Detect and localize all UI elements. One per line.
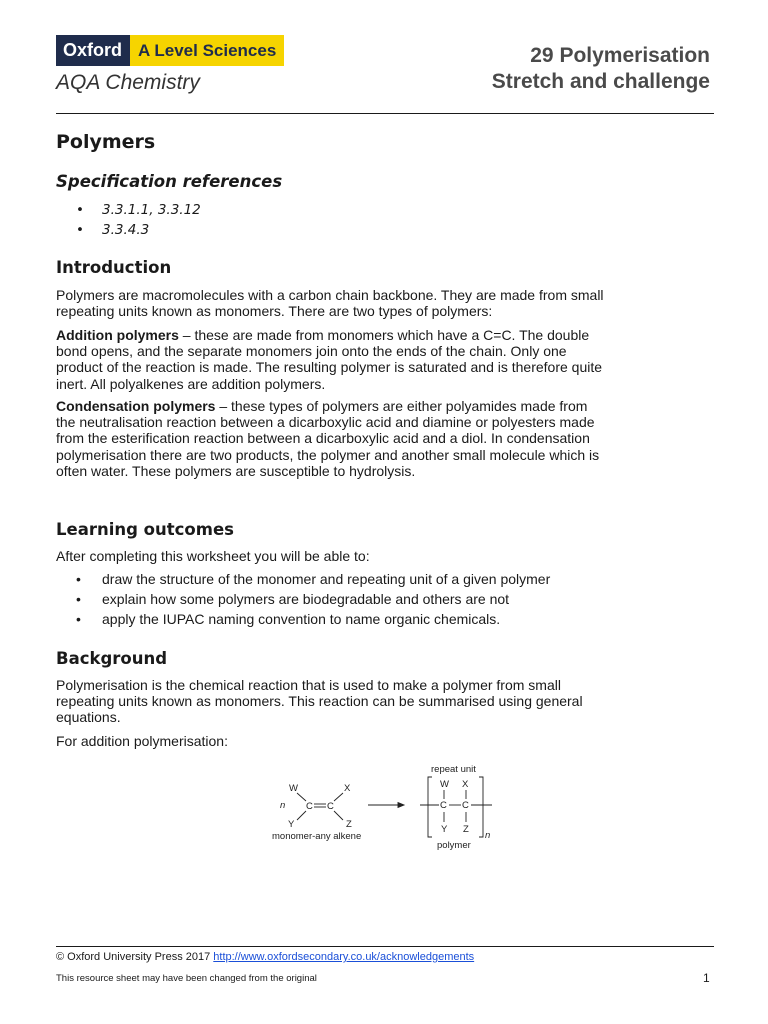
- footer-divider: [56, 946, 714, 947]
- list-item: • 3.3.1.1, 3.3.12: [76, 202, 201, 218]
- bond-w-c: [297, 793, 306, 801]
- chapter-line-2: Stretch and challenge: [491, 70, 710, 93]
- logo-series: A Level Sciences: [130, 35, 284, 66]
- list-item: • draw the structure of the monomer and repeating unit of a given polymer: [76, 571, 551, 587]
- condensation-term: Condensation polymers: [56, 398, 216, 414]
- repeat-unit-label: repeat unit: [431, 764, 476, 775]
- chapter-line-1: 29 Polymerisation: [530, 44, 710, 67]
- substituent-y: Y: [288, 819, 295, 830]
- page-number: 1: [703, 971, 710, 985]
- bond-z-c: [334, 811, 343, 820]
- footer-note: This resource sheet may have been changed from the original: [56, 973, 317, 984]
- learning-outcomes-heading: Learning outcomes: [56, 520, 234, 539]
- monomer-label: monomer-any alkene: [272, 831, 362, 842]
- oxford-logo: [56, 35, 284, 66]
- background-heading: Background: [56, 649, 168, 668]
- polymer-carbon-1: C: [440, 800, 447, 811]
- introduction-heading: Introduction: [56, 258, 172, 277]
- outcomes-intro: After completing this worksheet you will be able to:: [56, 548, 370, 564]
- substituent-x: X: [344, 783, 351, 794]
- addition-polymers-paragraph: Addition polymers – these are made from monomers which have a C=C. The double bond opens, and the separate monomers join onto the ends of the chain. Only one product of the reaction is made. The resulting polymer is saturated and is therefore quite inert. All polyalkenes are addition polymers.: [56, 327, 603, 392]
- polymer-carbon-2: C: [462, 800, 469, 811]
- bracket-right: [479, 777, 483, 837]
- introduction-paragraph: Polymers are macromolecules with a carbon chain backbone. They are made from small repeating units known as monomers. There are two types of polymers:: [56, 287, 604, 320]
- substituent-w: W: [289, 783, 298, 794]
- list-item: • 3.3.4.3: [76, 222, 150, 238]
- footer-copyright: © Oxford University Press 2017 http://www.oxfordsecondary.co.uk/acknowledgements: [56, 951, 475, 963]
- addition-term: Addition polymers: [56, 327, 179, 343]
- bond-x-c: [334, 793, 343, 801]
- bracket-left: [428, 777, 432, 837]
- bond-y-c: [297, 811, 306, 820]
- polymer-substituent-y: Y: [441, 824, 448, 835]
- addition-polymerisation-diagram: [270, 760, 500, 855]
- list-item: • explain how some polymers are biodegradable and others are not: [76, 591, 510, 607]
- acknowledgements-link[interactable]: http://www.oxfordsecondary.co.uk/acknowledgements: [213, 951, 475, 963]
- addition-polymerisation-label: For addition polymerisation:: [56, 733, 228, 749]
- logo-oxford: Oxford: [56, 35, 130, 66]
- chapter-title: [492, 43, 710, 95]
- carbon-2: C: [327, 801, 334, 812]
- outcomes-list: [56, 569, 550, 629]
- list-item: • apply the IUPAC naming convention to name organic chemicals.: [76, 611, 501, 627]
- polymer-label: polymer: [437, 840, 471, 851]
- polymer-n: n: [485, 830, 491, 841]
- n-coefficient: n: [280, 800, 286, 811]
- background-paragraph: Polymerisation is the chemical reaction that is used to make a polymer from small repeating units known as monomers. This reaction can be summarised using general equations.: [56, 677, 583, 726]
- subject-title: AQA Chemistry: [56, 71, 200, 94]
- arrow-head: [398, 803, 404, 808]
- spec-heading: Specification references: [56, 172, 283, 191]
- polymer-substituent-w: W: [440, 779, 449, 790]
- header-divider: [56, 113, 714, 114]
- spec-list: [56, 200, 201, 240]
- polymer-substituent-z: Z: [463, 824, 469, 835]
- page-title: Polymers: [56, 131, 156, 153]
- substituent-z: Z: [346, 819, 352, 830]
- condensation-polymers-paragraph: Condensation polymers – these types of polymers are either polyamides made from the neutralisation reaction between a dicarboxylic acid and diamine or polyesters made from the esterification reaction between a dicarboxylic acid and a diol. In condensation polymerisation there are two products, the polymer and another small molecule which is often water. These polymers are susceptible to hydrolysis.: [56, 398, 600, 479]
- polymer-substituent-x: X: [462, 779, 469, 790]
- carbon-1: C: [306, 801, 313, 812]
